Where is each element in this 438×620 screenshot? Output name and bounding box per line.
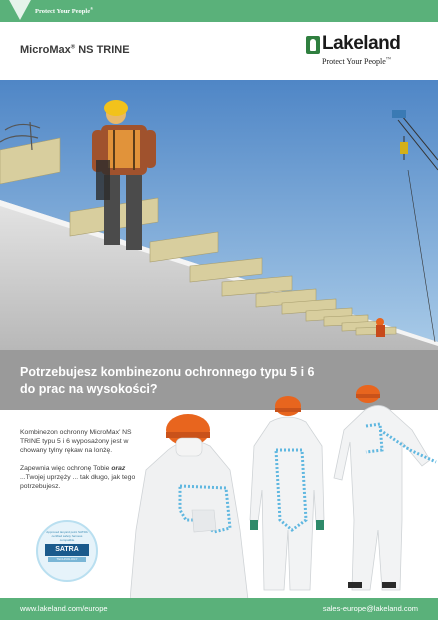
coverall-right xyxy=(334,385,436,590)
coveralls-photo xyxy=(130,370,438,600)
coverall-middle xyxy=(250,396,324,590)
distant-worker xyxy=(376,318,385,337)
satra-logo: SATRA xyxy=(45,544,89,556)
product-title: MicroMax® NS TRINE xyxy=(20,44,130,56)
lakeland-logo xyxy=(306,33,422,72)
satra-sub-text: TECHNOLOGY xyxy=(48,557,86,562)
footer-bar xyxy=(0,598,438,620)
satra-certification-badge xyxy=(36,520,98,582)
headline-text: Potrzebujesz kombinezonu ochronnego typu 5 i 6 do prac na wysokości? xyxy=(20,365,315,396)
description-paragraph-1: Kombinezon ochronny MicroMax’ NS TRINE typu 5 i 6 wyposażony jest w chowany tylny rękaw na lonżę. xyxy=(20,429,132,454)
construction-scene xyxy=(0,80,438,350)
hero-photo xyxy=(0,80,438,350)
description-paragraph-2: Zapewnia więc ochronę Tobie oraz ...Twojej uprzęży ... tak długo, jak tego potrzebujesz. xyxy=(20,465,136,490)
email-link[interactable]: sales-europe@lakeland.com xyxy=(322,604,418,613)
lakeland-badge-icon xyxy=(306,36,320,54)
coveralls-illustration xyxy=(130,370,438,600)
leaf-icon xyxy=(8,0,32,20)
top-tagline: Protect Your People® xyxy=(35,6,94,16)
logo-brand: Lakeland xyxy=(322,33,401,54)
top-bar xyxy=(0,0,438,22)
logo-slogan: Protect Your People™ xyxy=(322,57,391,66)
coverall-front xyxy=(130,414,248,600)
satra-top-text: Approved lanyard point SATRA certified safety harness compatible xyxy=(46,530,88,542)
website-link[interactable]: www.lakeland.com/europe xyxy=(20,604,108,613)
